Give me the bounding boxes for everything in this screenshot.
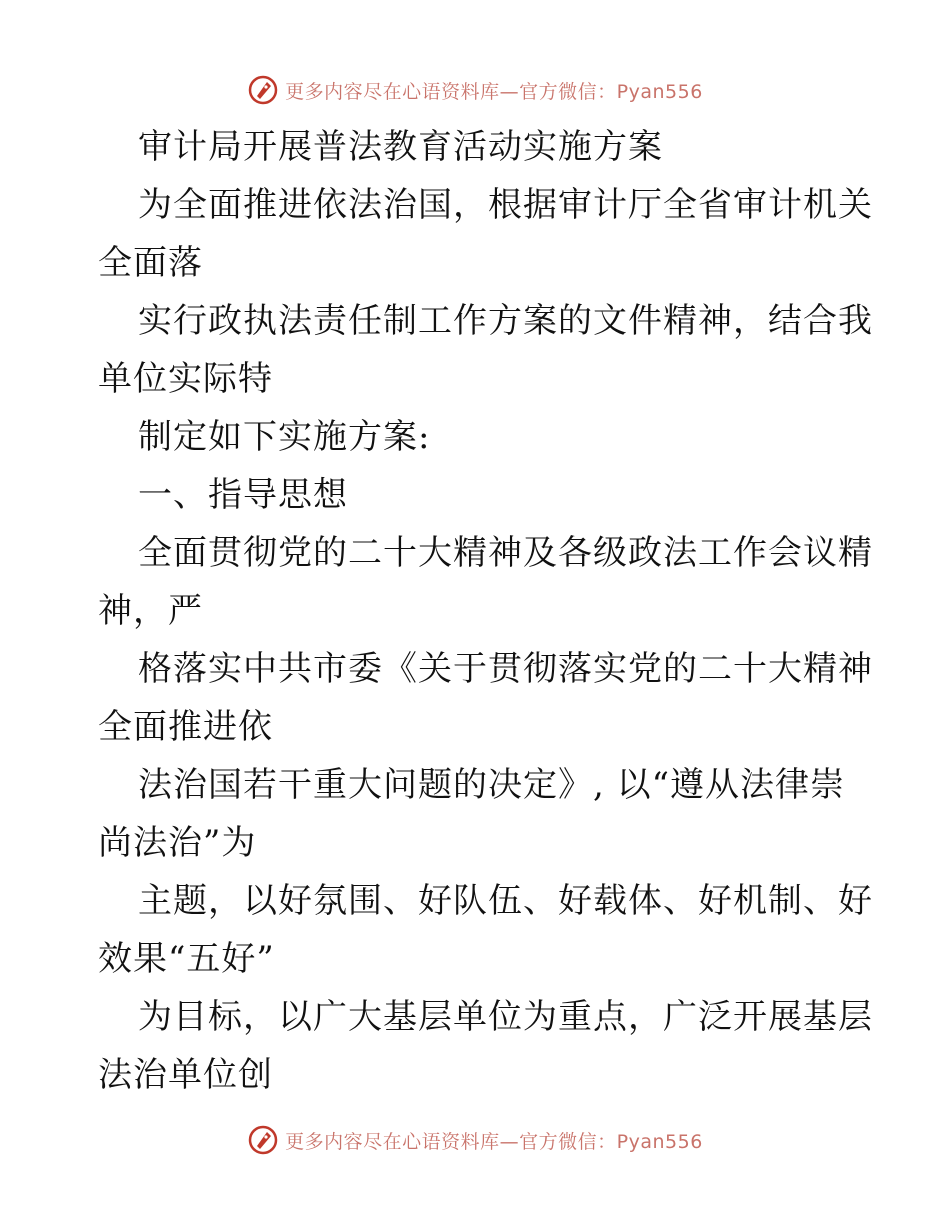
paragraph-line: 实行政执法责任制工作方案的文件精神，结合我	[138, 301, 873, 341]
paragraph-line: 为全面推进依法治国，根据审计厅全省审计机关	[138, 185, 873, 225]
header-banner	[0, 70, 950, 110]
document-title: 审计局开展普法教育活动实施方案	[138, 127, 663, 167]
paragraph-line: 神，严	[98, 591, 203, 631]
paragraph-line: 全面推进依	[98, 707, 273, 747]
paragraph-line: 格落实中共市委《关于贯彻落实党的二十大精神	[138, 649, 873, 689]
paragraph-line: 效果“五好”	[98, 939, 275, 979]
paragraph-line: 尚法治”为	[98, 823, 257, 863]
pen-nib-logo-icon	[247, 74, 279, 106]
footer-banner-text: 更多内容尽在心语资料库—官方微信：Pyan556	[285, 1130, 703, 1153]
footer-banner	[0, 1120, 950, 1160]
paragraph-line: 单位实际特	[98, 359, 273, 399]
paragraph-line: 法治国若干重大问题的决定》, 以“遵从法律崇	[138, 765, 845, 805]
document-body	[98, 118, 873, 1104]
paragraph-line: 制定如下实施方案:	[138, 417, 431, 457]
section-heading: 一、指导思想	[138, 475, 348, 515]
paragraph-line: 主题，以好氛围、好队伍、好载体、好机制、好	[138, 881, 873, 921]
paragraph-line: 为目标，以广大基层单位为重点，广泛开展基层	[138, 997, 873, 1037]
pen-nib-logo-icon	[247, 1124, 279, 1156]
paragraph-line: 法治单位创	[98, 1055, 273, 1095]
paragraph-line: 全面贯彻党的二十大精神及各级政法工作会议精	[138, 533, 873, 573]
header-banner-text: 更多内容尽在心语资料库—官方微信：Pyan556	[285, 80, 703, 103]
paragraph-line: 全面落	[98, 243, 203, 283]
